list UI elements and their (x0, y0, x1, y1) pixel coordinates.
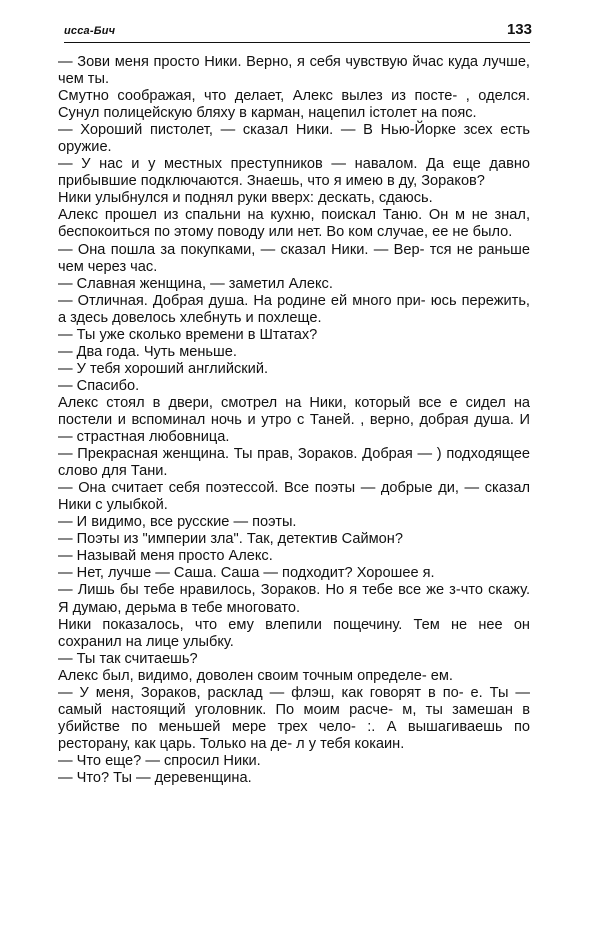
paragraph: — Она считает себя поэтессой. Все поэты — добрые ди, — сказал Ники с улыбкой. (58, 480, 530, 514)
paragraph: — Нет, лучше — Саша. Саша — подходит? Хорошее я. (58, 565, 435, 582)
paragraph: — Отличная. Добрая душа. На родине ей много при- юсь пережить, а здесь довелось хлебнуть и похлеще. (58, 292, 530, 326)
paragraph: — Два года. Чуть меньше. (58, 343, 237, 360)
paragraph: — Ты уже сколько времени в Штатах? (58, 326, 318, 343)
page-number: 133 (506, 21, 532, 38)
paragraph: — Зови меня просто Ники. Верно, я себя чувствую йчас куда лучше, чем ты. (58, 54, 530, 88)
running-head (64, 22, 532, 42)
paragraph: — Она пошла за покупками, — сказал Ники. — Вер- тся не раньше чем через час. (58, 241, 530, 275)
paragraph: — Поэты из "империи зла". Так, детектив Саймон? (58, 531, 403, 548)
header-rule (64, 42, 530, 43)
paragraph: Алекс прошел из спальни на кухню, поискал Таню. Он м не знал, беспокоиться по этому поводу или нет. Во ком случае, ее не было. (58, 207, 530, 241)
paragraph: — Называй меня просто Алекс. (58, 548, 273, 565)
paragraph: — Славная женщина, — заметил Алекс. (58, 275, 333, 292)
paragraph: — У тебя хороший английский. (58, 360, 269, 377)
paragraph: — И видимо, все русские — поэты. (58, 514, 297, 531)
paragraph: — Лишь бы тебе нравилось, Зораков. Но я тебе все же з-что скажу. Я думаю, дерьма в тебе многовато. (58, 582, 530, 616)
paragraph: Смутно соображая, что делает, Алекс вылез из посте- , оделся. Сунул полицейскую бляху в карман, нацепил істолет на пояс. (58, 88, 530, 122)
paragraph: — Прекрасная женщина. Ты прав, Зораков. Добрая — ) подходящее слово для Тани. (58, 446, 530, 480)
paragraph: Алекс стоял в двери, смотрел на Ники, который все е сидел на постели и вспоминал ночь и утро с Таней. , верно, добрая душа. И — страстная любовница. (58, 394, 530, 446)
paragraph: — У меня, Зораков, расклад — флэш, как говорят в по- е. Ты — самый настоящий уголовник. По моим расче- м, ты замешан в убийстве по меньшей мере трех чело- :. А вышагиваешь по ресторану, как царь. Только на де- л у тебя кокаин. (58, 684, 530, 752)
running-head-title: исса-Бич (64, 25, 116, 37)
paragraph: — Ты так считаешь? (58, 650, 198, 667)
paragraph: — Спасибо. (58, 377, 140, 394)
paragraph: Алекс был, видимо, доволен своим точным определе- ем. (58, 667, 453, 684)
paragraph: — Что еще? — спросил Ники. (58, 752, 261, 769)
paragraph: — У нас и у местных преступников — навалом. Да еще давно прибывшие подключаются. Знаешь, что я имею в ду, Зораков? (58, 156, 530, 190)
paragraph: — Хороший пистолет, — сказал Ники. — В Нью-Йорке зсех есть оружие. (58, 122, 530, 156)
body-text (58, 54, 530, 787)
paragraph: Ники улыбнулся и поднял руки вверх: дескать, сдаюсь. (58, 190, 433, 207)
paragraph: Ники показалось, что ему влепили пощечину. Тем не нее он сохранил на лице улыбку. (58, 616, 530, 650)
paragraph: — Что? Ты — деревенщина. (58, 769, 252, 786)
